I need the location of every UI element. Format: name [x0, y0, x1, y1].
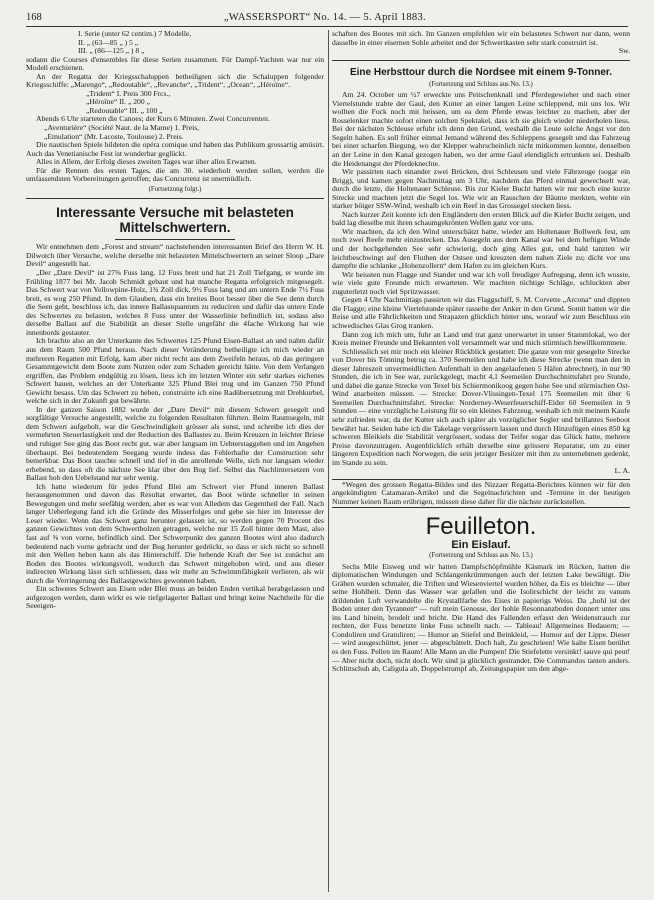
column-rule	[328, 30, 329, 892]
series-list	[26, 30, 324, 56]
paragraph: Ich brachte also an der Unterkante des Schwertes 125 Pfund Eisen-Ballast an und nahm dafür aus dem Raum 500 Pfund heraus. Nach dieser Veränderung betheiligte ich mich wieder an mehreren Regatten mit Erfolg, kam aber nicht recht aus dem Zweifeln heraus, ob das geringere Gesammtgewicht dem Boote zum Nutzen oder zum Schaden gereicht hätte. Von dem Verlangen ergriffen, das Problem endgültig zu lösen, liess ich im letzten Winter ein sehr starkes eichenes Schwert bauen, welches an der Unterkante 325 Pfund Blei trug und im Ganzen 750 Pfund Gewicht besass. Um das Schwert zu heben, construirte ich eine Radübersetzung mit Drehkurbel, welche sich in der Zukunft gut bewährte.	[26, 336, 324, 406]
series-line: III. „ (86—125 „ ) 8 „	[78, 46, 145, 56]
paragraph: Nach kurzer Zeit konnte ich den Engländern den ersten Blick auf die Kieler Bucht zeigen, und bald lag dieselbe mit ihren schaumgekrönten Wellen ganz vor uns.	[332, 209, 630, 228]
paragraph: sodann die Courses d'ensembles für diese Serien zusammen. Für Dampf-Yachten war nur ein Modell erschienen.	[26, 54, 324, 73]
editorial-note: *Wegen des grossen Regatta-Bildes und des Nizzaer Regatta-Berichtes können wir für den angekündigten Catamaran-Artikel und die Segelnachrichten und -Termine in der heutigen Nummer keinen Raum erübrigen, müssen diese daher für die nächste zurückstellen.	[332, 479, 630, 506]
paragraph: Abends 6 Uhr starteten die Canoes; der Kurs 6 Minuten. Zwei Concurrenten.	[36, 114, 270, 124]
page-number: 168	[26, 11, 42, 23]
article-title: Interessante Versuche mit belasteten Mittelschwertern.	[56, 205, 294, 236]
paragraph: Wir passirten nach einander zwei Brücken, drei Schleusen und viele Fährzeuge (sogar ein Brigg), und kamen gegen Nachmittag um 3 Uhr, nachdem das Pferd einmal gewechselt war, durch die letzte, die Holtenauer Schleuse. Bis zur Kieler Bucht hatten wir nur noch eine kurze Strecke und machten jetzt die Segel los. Wie wir an Rauschen der Bäume merkten, wehte ein starker böiger SSW-Wind, weshalb ich ein Reef in das Grossegel stecken liess.	[332, 167, 630, 211]
section-divider	[332, 60, 630, 61]
page-header	[26, 10, 628, 24]
series-line: I. Serie (unter 62 centim.) 7 Modelle,	[78, 30, 192, 38]
paragraph: Dann zog ich mich um, fuhr an Land und trat ganz unerwartet in unser Stammlokal, wo der Kreis meiner Freunde und Bekannten voll versammelt war und mich stürmisch bewillkommnete.	[332, 329, 630, 348]
editorial-note-box	[332, 479, 630, 509]
canoe-results	[26, 124, 324, 141]
right-column	[332, 30, 630, 892]
series-line: II. „ (63—85 „ ) 5 „	[78, 37, 139, 47]
prize-line: „Trident“ I. Preis 300 Frcs.,	[86, 88, 171, 98]
paragraph: In der ganzen Saison 1882 wurde der „Dare Devil“ mit diesem Schwert gesegelt und sorgfältige Versuche angestellt, welche zu folgenden Resultaten führten. Beim Raumsegeln, mit dem Schwert aufgeholt, war die Geschwindigkeit grösser als sonst, und schreibe ich dies der vermehrten Steuerlastigkeit und der Reduction des Ballastes zu. Beim Kreuzen in leichter Briese und ruhiger See ging das Boot recht gut, war aber langsam im Uebterstaggehen und im Angehen überhaupt. Bei bedeutendem Seegang wurde indess das Fehlerhafte der Construction sehr bemerkbar. Das Boot tauchte schnell und tief in die anrollende Welle, sich nur langsam wieder erhebend, so dass oft die nächste See klar über den Bug lief. Selbst das Nachlintersetzen von Ballast hob den Uebelstand nur sehr wenig.	[26, 404, 324, 483]
header-rule	[26, 26, 628, 27]
paragraph: „Der „Dare Devil“ ist 27⅝ Fuss lang, 12 Fuss breit und hat 21 Zoll Tiefgang, er wurde im Frühling 1877 bei Mr. Jacob Schmidt gebaut und hat manche Regatta erfolgreich mitgesegelt. Das Schwert war von Yellowpine-Holz, 1¾ Zoll dick, 9½ Fuss lang und am untern Ende 7½ Fuss breit, es wog 250 Pfund. In dem Glauben, dass ein breites Boot besser über die See denn durch die Seen geht, beschloss ich, das innere Ballastquantum zu reduciren und dafür das untere Ende des Schwertes zu belasten, welches 8 Fuss unter der Wasserlinie befindlich ist, sodass also derselbe Ballast auf die Stabilität an dieser Stelle ungefähr die 4fache Wirkung hat wie innenbords gestauter.	[26, 268, 324, 337]
title-divider	[115, 239, 234, 240]
author-signature: L. A.	[614, 466, 630, 476]
paragraph: Sechs Mile Eisweg und wir hatten Dampfschöpfmühle Käsmark im Rücken, hatten die diplomatischen Windungen und Schlangenkrümmungen auch der letzten Lake bewältigt. Die Gräben wurden schmaler, die Triften und Wiesenviertel wurden höher, da Eis es bleichte — über seine Hohlheit. Denn das Wasser war gefallen und die Isolirschicht der leicht zu vanum drildenden Luft verwandelte die Krystallfarbe des Eises in papierigs Weiss. Da „hohl ist der Boden unter den Tyrannen“ — ruft mein Genosse, der hohle Resonnanzboden donnert unter uns ins Land hinein, brodelt und bricht. Die Hand des Fallenden erfasst den Weidenstrauch zur rechten, der Fuss benetzte linke Fuss schnellt nach. — Tableau! Allgemeines Bedauern; — Condoliren und Gratuliren; — Humor an Stiefel und Beinkleid, — Humor auf der Lippe. Dieser — wird ausgeschüttet, jener — abgeschüttelt. Doch halt, Zu geschrieen! Wie kalte Eisen berührt es den Fuss. Pellen im Raum! Alle Mann an die Pumpen! Die Stiefelette versinkt! sauve qui peut! — Aber nicht doch, nicht doch. Wir sind ja glücklich gestrandet. Die Commandos tanten anders. Schlittschuh ab, Caligula ab, Doppelstrumpf ab, Zeitungspapier um den abge-	[332, 561, 630, 674]
article-subtitle: (Fortsetzung und Schluss aus No. 13.)	[429, 80, 533, 88]
paragraph: Alles in Allem, der Erfolg dieses zweiten Tages war über alles Erwarten.	[36, 157, 257, 167]
paragraph: Am 24. October um ½7 erweckte uns Peitschenknall und Pferdegewieher und nach einer Viertelstunde trabte der Gaul, den Kutter an einer langen Leine schleppend, mit uns los. Wir wollten die Fock noch mit heissen, um ea dem Pferde etwas leichter zu machen, aber der Rosselenker machte sofort einen solchen Spektakel, dass ich sie gleich wieder niederholen liess. Bei der nächsten Schleuse erfuhr ich denn den Grund, weshalb die Leute solche Angst vor den Segeln haben. Es soll früher einmal Jemand während des Schleppens gesegelt und das Fahrzeug bei einer scharfen Biegung, wo der Klepper wahrscheinlich nicht mitkommen konnte, denselben an der Leine in den Kanal gezogen haben, wo der arme Gaul elendiglich ertrunken sei. Deshalb die Heidenangst der Pferdeknechte.	[332, 90, 630, 168]
feuilleton-title: Ein Eislauf.	[451, 539, 511, 552]
masthead-title: „WASSERSPORT“ No. 14. — 5. April 1883.	[223, 11, 426, 23]
feuilleton-subtitle: (Fortsetzung und Schluss aus No. 13.)	[429, 551, 533, 559]
paragraph: Für die Rennen des ersten Tages, die am 30. wiederholt werden sollen, werden die umfassendsten Vorbereitungen getroffen; das Concurrenz ist unermüdlich.	[26, 165, 324, 184]
paragraph: An der Regatta der Kriegsschaluppen betheiligten sich die Schaluppen folgender Kriegsschiffe: „Marengo“, „Redoutable“, „Revanche“, „Trident“, „Ocean“, „Héroïne“.	[26, 71, 324, 90]
canoe-result-line: „Emulation“ (Mr. Lacoste, Toulouse) 2. Preis.	[44, 131, 184, 141]
continued-note: (Fortsetzung folgt.)	[148, 185, 202, 193]
paragraph: schaften des Bootes mit sich. Im Ganzen empfehlen wir ein belastetes Schwert nur dann, wenn dasselbe in einer eisernen Sohle arbeitet und der Schwertkasten sehr stark construirt ist.	[332, 30, 630, 47]
author-signature: Sw.	[618, 46, 630, 56]
prize-list	[26, 90, 324, 116]
feuilleton-heading: Feuilleton.	[425, 513, 537, 541]
canoe-result-line: „Aventurière“ (Société Naut. de la Marne) 1. Preis,	[44, 123, 200, 133]
section-divider	[26, 198, 324, 199]
article-title: Eine Herbsttour durch die Nordsee mit einem 9-Tonner.	[349, 66, 613, 78]
paragraph: Wir machten, da ich den Wind unterschätzt hatte, wieder am Holtenauer Bollwerk fest, um noch zwei Reefe mehr einzustecken. Das Ausegeln aus dem Kanal war bei dem heftigen Winde und der hochgehenden See sehr schwierig, doch ging Alles gut, und bald tanzten wir leichtbeschwingt auf den Fluthen der Ostsee und kreuzten dem nahen Ziele zu; dicht vor uns dampfte die schlanke „Hohenzollern“ dem Hafen zu im gleichen Kurs.	[332, 226, 630, 271]
paragraph: Ich hatte wiederum für jedes Pfund Blei am Schwert vier Pfund inneren Ballast herausgenommen und davon das Resultat erwartet, das Boot würde schneller in seinen Bewegungen und mehr seefähig werden, aber es war von Alledem das Gegentheil der Fall. Nach langer Ueberlegung fand ich die Gründe des Misserfolges und gebe sie hier im Interesse der Leser wieder. Wenn das Schwert ganz herunter gelassen ist, so werden gegen 70 Procent des ganzen Gewichtes von dem Schwertbolzen getragen, welche nur 15 Zoll hinter dem Mast, also fast auf ⅝ von vorne, befindlich sind. Der Schwerpunkt des ganzen Bootes wird also dadurch bedeutend nach vorne gebracht und der Bug herunter gedrückt, so dass er sich nicht so schnell mit den Wellen heben kann als das Hinterschiff. Die hebende Kraft der See ist zunächst am Boden des Bootes wirkungsvoll, wodurch das Schwert mitgehoben wird, und aus dieser indirecten Wirkung lässt sich schliessen, dass wir mehr an Schwimmfähigkeit verlieren, als wir durch die Verringerung des Ballastgewichtes gewonnen haben.	[26, 481, 324, 585]
prize-line: „Redoutable“ III. „ 100 „	[86, 105, 163, 115]
paragraph: Wir heissten nun Flagge und Stander und war ich voll freudiger Aufregung, denn ich wusste, wie viele gute Freunde mich erwarteten. Wir machten tüchtige Schläge, schluckten aber zuguterletzt noch viel Spritzwasser.	[332, 269, 630, 296]
left-column	[26, 30, 324, 892]
paragraph: Ein schweres Schwert aus Eisen oder Blei muss an beiden Enden vertikal herabgelassen und aufgezogen werden, dann wirkt es wie tiefgelagerter Ballast und bringt keine Nachtheile für die Seeeigen-	[26, 584, 324, 611]
prize-line: „Héroïne“ II. „ 200 „	[86, 97, 150, 107]
paragraph: Wir entnehmen dem „Forest and stream“ nachstehenden interessanten Brief des Herrn W. H. Dilwotch über Versuche, welche derselbe mit belasteten Mittelschwertern an seiner Sloop „Dare Devil“ angestellt hat.	[26, 242, 324, 269]
paragraph: Gegen 4 Uhr Nachmittags passirten wir das Flaggschiff, S. M. Corvette „Arcona“ und dippten die Flagge; eine kleine Viertelstunde später rasselte der Anker in den Grund. Somit hatten wir die Reise und alle Fährlichkeiten und Strapazen glücklich hinter uns, worauf wir zum Beschluss ein schwedisches Glas Grog tranken.	[332, 295, 630, 330]
paragraph: Schliesslich sei mir noch ein kleiner Rückblick gestattet: Die ganze von mir gesegelte Strecke von Dover bis Tönning betrug ca. 370 Seemeilen und habe ich diese Strecke (wenn man den in dieser Jahreszeit unvermeidlichen Aufenthalt in den angelaufenen 5 Häfen abrechnet), in nur 90 Stunden, die ich in See war, zurückgelegt, macht 4,1 Seemeilen Durchschnittsfahrt pro Stunde, und dabei die ganze Strecke von Texel bis Schiermonikoog gegen hohe See und stürmischen Ost-Wind anarbeiten müssen. — Strecke: Dover-Vlissingen-Texel 175 Seemeilen mit über 6 Seemeilen Durchschnittsfahrt. Strecke: Norderney-Weserfeuerschiff-Eider 60 Seemeilen in 9 Stunden — eine vorzügliche Leistung für so ein kleines Fahrzeug, weshalb ich mit meinem Kaufe sehr zufrieden war, da der Kutter sich auch später als vorzüglicher Segler und brillantes Seeboot bewährt hat. Seiden habe ich die Takelage vergrössern lassen und durch Hinzufügen eines 850 kg schweren Bleikiels die Stabilität vergrössert, sodass der Teifer sogar das Glück hatte, mehrere Preise davonzutragen. Augenblicklich erhält derselbe eine grössere Reparatur, um zu einer längeren Expedition nach Norwegen, die sein jetziger Besitzer mit ihm zu unternehmen gedenkt, im Stande zu sein.	[332, 346, 630, 467]
paragraph: Die nautischen Spiele bildeten die opéra comique und haben das Publikum grossartig amüsirt. Auch das Venetianische Fest ist wunderbar geglückt.	[26, 140, 324, 158]
